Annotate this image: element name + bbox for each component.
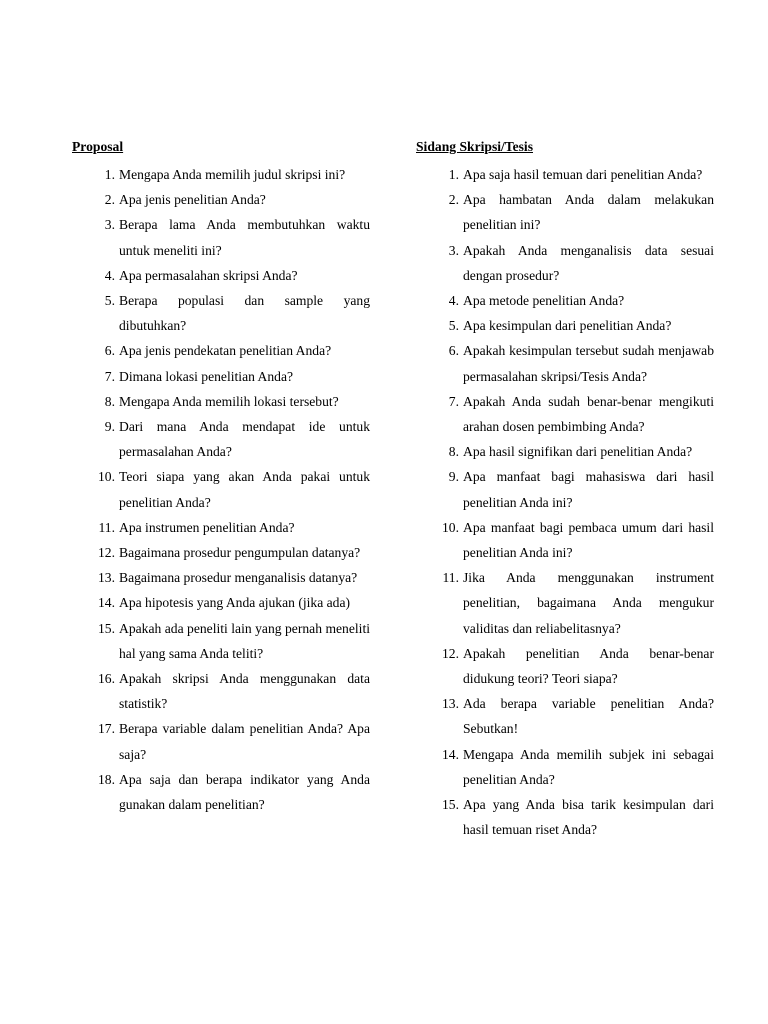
question-number: 8. xyxy=(448,444,459,460)
proposal-question-item xyxy=(72,414,370,464)
proposal-question-list xyxy=(72,162,370,817)
question-number: 15. xyxy=(98,620,115,636)
sidang-question-item xyxy=(416,389,714,439)
question-text: Mengapa Anda memilih lokasi tersebut? xyxy=(119,393,339,409)
question-number: 5. xyxy=(104,293,115,309)
question-text: Ada berapa variable penelitian Anda? Sebutkan! xyxy=(463,696,714,737)
question-number: 11. xyxy=(442,570,459,586)
question-text: Apa jenis pendekatan penelitian Anda? xyxy=(119,343,332,359)
proposal-question-item xyxy=(72,767,370,817)
sidang-question-item xyxy=(416,742,714,792)
sidang-question-item xyxy=(416,338,714,388)
question-number: 6. xyxy=(448,343,459,359)
sidang-question-item xyxy=(416,162,714,187)
sidang-question-item xyxy=(416,565,714,641)
proposal-question-item xyxy=(72,212,370,262)
question-text: Berapa variable dalam penelitian Anda? Apa saja? xyxy=(119,721,370,762)
proposal-question-item xyxy=(72,162,370,187)
question-number: 14. xyxy=(98,595,115,611)
question-text: Apa hipotesis yang Anda ajukan (jika ada) xyxy=(119,595,351,611)
sidang-heading: Sidang Skripsi/Tesis xyxy=(416,139,533,154)
question-text: Apa instrumen penelitian Anda? xyxy=(119,519,295,535)
question-number: 13. xyxy=(442,696,459,712)
question-text: Apakah kesimpulan tersebut sudah menjawab permasalahan skripsi/Tesis Anda? xyxy=(463,343,714,384)
question-text: Apa manfaat bagi pembaca umum dari hasil penelitian Anda ini? xyxy=(463,519,714,561)
question-text: Mengapa Anda memilih judul skripsi ini? xyxy=(119,167,346,182)
question-text: Bagaimana prosedur menganalisis datanya? xyxy=(119,570,358,586)
question-number: 4. xyxy=(448,293,459,309)
sidang-question-item xyxy=(416,691,714,741)
question-text: Apa manfaat bagi mahasiswa dari hasil penelitian Anda ini? xyxy=(463,469,714,510)
question-number: 4. xyxy=(104,267,115,283)
question-number: 16. xyxy=(98,671,115,687)
proposal-column xyxy=(72,137,370,817)
proposal-heading: Proposal xyxy=(72,139,124,154)
sidang-question-item xyxy=(416,515,714,565)
question-text: Bagaimana prosedur pengumpulan datanya? xyxy=(119,545,361,561)
question-number: 3. xyxy=(104,217,115,233)
question-number: 9. xyxy=(448,469,459,485)
question-text: Apakah penelitian Anda benar-benar didukung teori? Teori siapa? xyxy=(463,645,714,687)
question-number: 13. xyxy=(98,570,115,586)
proposal-question-item xyxy=(72,187,370,212)
question-text: Dimana lokasi penelitian Anda? xyxy=(119,368,294,384)
proposal-question-item xyxy=(72,364,370,389)
question-text: Apakah ada peneliti lain yang pernah meneliti hal yang sama Anda teliti? xyxy=(119,620,370,661)
sidang-question-item xyxy=(416,792,714,842)
question-text: Apa hambatan Anda dalam melakukan penelitian ini? xyxy=(463,192,714,233)
question-number: 7. xyxy=(104,368,115,384)
proposal-question-item xyxy=(72,565,370,590)
sidang-question-list xyxy=(416,162,714,842)
question-number: 12. xyxy=(442,645,459,661)
sidang-question-item xyxy=(416,641,714,691)
proposal-question-item xyxy=(72,716,370,766)
question-text: Apa metode penelitian Anda? xyxy=(463,293,625,309)
proposal-question-item xyxy=(72,464,370,514)
question-number: 2. xyxy=(448,192,459,208)
sidang-question-item xyxy=(416,288,714,313)
question-number: 9. xyxy=(104,419,115,435)
proposal-question-item xyxy=(72,590,370,615)
proposal-question-item xyxy=(72,540,370,565)
question-text: Apakah skripsi Anda menggunakan data statistik? xyxy=(119,671,370,712)
question-text: Dari mana Anda mendapat ide untuk permasalahan Anda? xyxy=(119,419,370,460)
question-number: 18. xyxy=(98,771,115,787)
question-text: Apa yang Anda bisa tarik kesimpulan dari hasil temuan riset Anda? xyxy=(463,797,714,838)
question-text: Apa saja dan berapa indikator yang Anda gunakan dalam penelitian? xyxy=(119,771,370,813)
question-text: Apa jenis penelitian Anda? xyxy=(119,192,266,208)
question-text: Berapa lama Anda membutuhkan waktu untuk meneliti ini? xyxy=(119,217,370,258)
question-number: 15. xyxy=(442,797,459,813)
question-number: 5. xyxy=(448,318,459,334)
question-number: 14. xyxy=(442,746,459,762)
proposal-question-item xyxy=(72,338,370,363)
question-number: 2. xyxy=(104,192,115,208)
question-number: 1. xyxy=(104,167,115,182)
question-text: Mengapa Anda memilih subjek ini sebagai penelitian Anda? xyxy=(463,746,714,787)
proposal-question-item xyxy=(72,666,370,716)
sidang-question-item xyxy=(416,439,714,464)
question-number: 11. xyxy=(98,519,115,535)
question-text: Apakah Anda sudah benar-benar mengikuti arahan dosen pembimbing Anda? xyxy=(463,393,714,435)
sidang-question-item xyxy=(416,238,714,288)
question-number: 1. xyxy=(448,167,459,182)
question-number: 6. xyxy=(104,343,115,359)
question-text: Apa saja hasil temuan dari penelitian Anda? xyxy=(463,167,703,182)
question-number: 7. xyxy=(448,393,459,409)
question-text: Apa permasalahan skripsi Anda? xyxy=(119,267,298,283)
question-text: Apa hasil signifikan dari penelitian Anda? xyxy=(463,444,693,460)
sidang-question-item xyxy=(416,313,714,338)
proposal-question-item xyxy=(72,515,370,540)
proposal-question-item xyxy=(72,288,370,338)
question-number: 8. xyxy=(104,393,115,409)
question-text: Teori siapa yang akan Anda pakai untuk penelitian Anda? xyxy=(119,469,370,510)
question-text: Apakah Anda menganalisis data sesuai dengan prosedur? xyxy=(463,242,714,283)
question-text: Berapa populasi dan sample yang dibutuhkan? xyxy=(119,293,370,334)
question-number: 10. xyxy=(442,519,459,535)
sidang-question-item xyxy=(416,187,714,237)
question-text: Jika Anda menggunakan instrument penelitian, bagaimana Anda mengukur validitas dan reliabelitasnya? xyxy=(463,570,714,636)
sidang-column xyxy=(416,137,714,842)
sidang-question-item xyxy=(416,464,714,514)
question-number: 10. xyxy=(98,469,115,485)
question-number: 3. xyxy=(448,242,459,258)
proposal-question-item xyxy=(72,389,370,414)
question-text: Apa kesimpulan dari penelitian Anda? xyxy=(463,318,672,334)
question-number: 17. xyxy=(98,721,115,737)
question-number: 12. xyxy=(98,545,115,561)
proposal-question-item xyxy=(72,616,370,666)
proposal-question-item xyxy=(72,263,370,288)
